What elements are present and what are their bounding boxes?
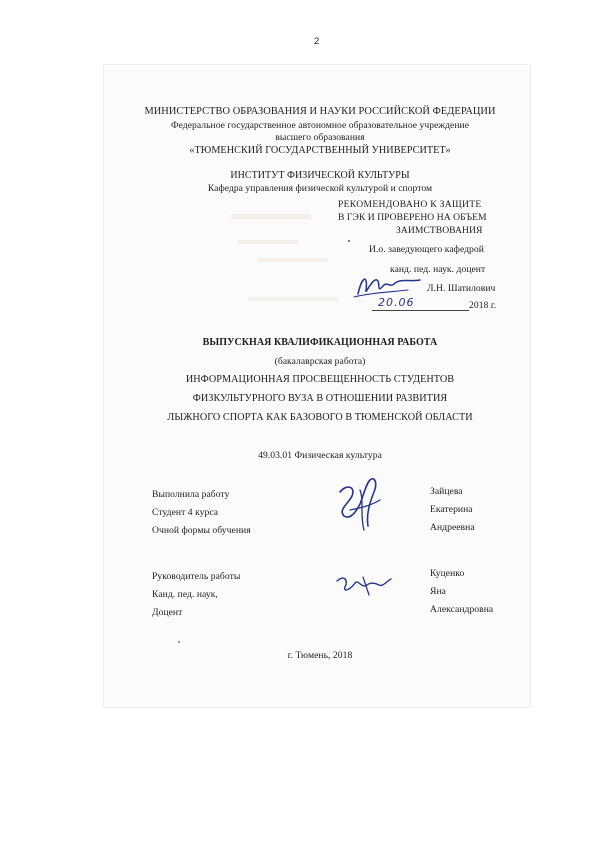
supervisor-label-3: Доцент: [152, 607, 183, 618]
supervisor-signature: [333, 571, 395, 599]
approver-position: И.о. заведующего кафедрой: [369, 244, 484, 255]
supervisor-label-2: Канд. пед. наук,: [152, 589, 218, 600]
ministry-heading: МИНИСТЕРСТВО ОБРАЗОВАНИЯ И НАУКИ РОССИЙСКОЙ ФЕДЕРАЦИИ: [144, 106, 496, 117]
work-level: (бакалаврская работа): [274, 356, 366, 367]
bleed-through-mark: [238, 240, 298, 244]
city-year: г. Тюмень, 2018: [287, 650, 353, 661]
approval-year: 2018 г.: [469, 300, 497, 311]
bleed-through-mark: [231, 214, 311, 219]
approval-date-handwritten: 20.06: [378, 296, 415, 309]
work-title-line-2: ФИЗКУЛЬТУРНОГО ВУЗА В ОТНОШЕНИИ РАЗВИТИЯ: [192, 393, 448, 404]
approval-line-1: РЕКОМЕНДОВАНО К ЗАЩИТЕ: [338, 199, 482, 210]
author-label-1: Выполнила работу: [152, 489, 230, 500]
supervisor-patronymic: Александровна: [430, 604, 494, 615]
approver-name: Л.Н. Шатилович: [427, 283, 496, 294]
department-name: Кафедра управления физической культурой и спортом: [207, 183, 433, 194]
institute-name: ИНСТИТУТ ФИЗИЧЕСКОЙ КУЛЬТУРЫ: [230, 170, 410, 181]
university-name: «ТЮМЕНСКИЙ ГОСУДАРСТВЕННЫЙ УНИВЕРСИТЕТ»: [189, 145, 451, 156]
supervisor-surname: Куценко: [430, 568, 465, 579]
author-label-2: Студент 4 курса: [152, 507, 219, 518]
institution-line-2: высшего образования: [275, 132, 365, 143]
supervisor-first-name: Яна: [430, 586, 446, 597]
specialty: 49.03.01 Физическая культура: [258, 450, 382, 461]
work-type-heading: ВЫПУСКНАЯ КВАЛИФИКАЦИОННАЯ РАБОТА: [202, 337, 438, 348]
approver-degree: канд. пед. наук. доцент: [390, 264, 486, 275]
author-first-name: Екатерина: [430, 504, 473, 515]
page-number: 2: [314, 36, 320, 47]
author-surname: Зайцева: [430, 486, 463, 497]
scan-speck: [178, 641, 180, 643]
bleed-through-mark: [258, 258, 328, 262]
bleed-through-mark: [248, 297, 338, 301]
author-label-3: Очной формы обучения: [152, 525, 251, 536]
work-title-line-3: ЛЫЖНОГО СПОРТА КАК БАЗОВОГО В ТЮМЕНСКОЙ ОБЛАСТИ: [167, 412, 473, 423]
author-signature: [330, 470, 385, 540]
approval-date-underline: [372, 310, 469, 311]
scan-speck: [348, 240, 350, 242]
supervisor-label-1: Руководитель работы: [152, 571, 241, 582]
approval-line-2: В ГЭК И ПРОВЕРЕНО НА ОБЪЕМ: [338, 212, 487, 223]
work-title-line-1: ИНФОРМАЦИОННАЯ ПРОСВЕЩЕННОСТЬ СТУДЕНТОВ: [185, 374, 455, 385]
author-patronymic: Андреевна: [430, 522, 475, 533]
approval-line-3: ЗАИМСТВОВАНИЯ: [396, 225, 483, 236]
institution-line-1: Федеральное государственное автономное образовательное учреждение: [170, 120, 470, 131]
